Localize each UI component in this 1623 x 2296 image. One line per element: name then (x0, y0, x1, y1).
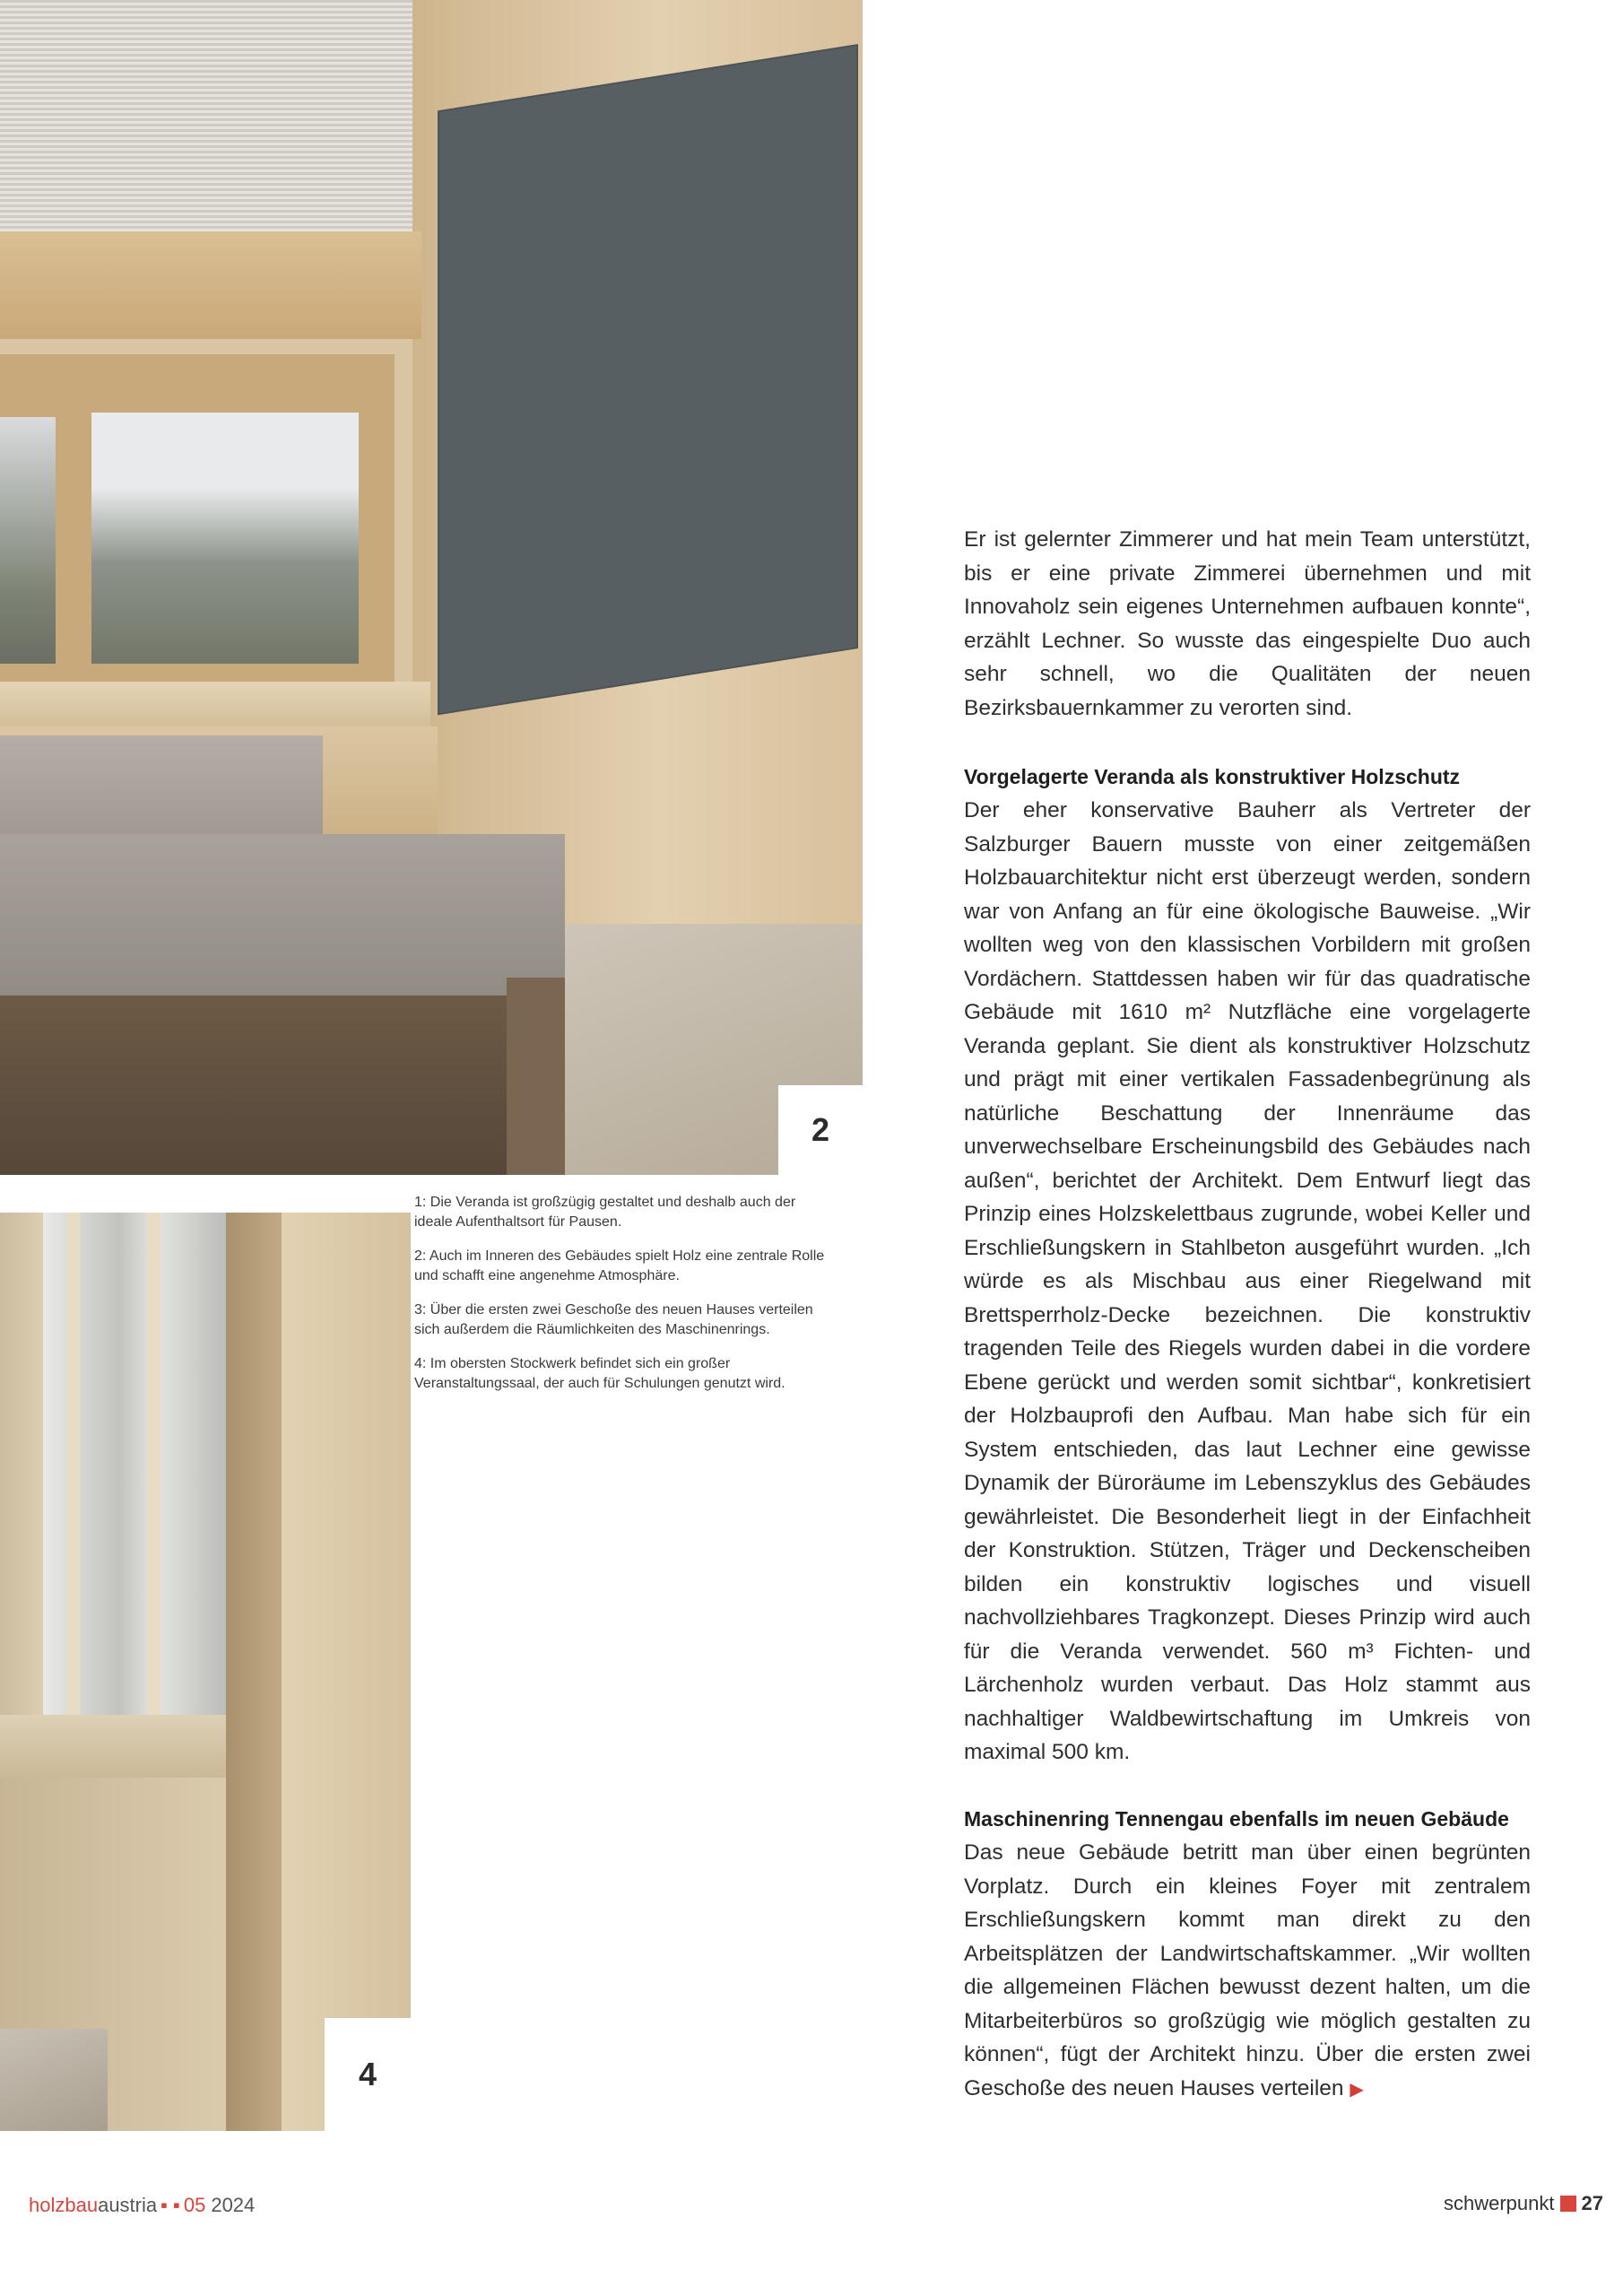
section-veranda (964, 761, 1531, 1770)
section-body-text: Das neue Gebäude betritt man über einen begrünten Vorplatz. Durch ein kleines Foyer mit zentralem Erschließungskern kommt man direkt zu den Arbeitsplätzen der Landwirtschaftskammer. „Wir wollten die allgemeinen Flächen bewusst dezent halten, um die Mitarbeiterbüros so großzügig wie möglich gestalten zu können“, fügt der Architekt hinzu. Über die ersten zwei Geschoße des neuen Hauses verteilen (964, 1840, 1531, 2100)
window-sill (0, 1715, 229, 1782)
photo-number-2: 2 (778, 1085, 863, 1175)
photo-number-4: 4 (325, 2018, 411, 2131)
intro-paragraph: Er ist gelernter Zimmerer und hat mein Team unterstützt, bis er eine private Zimmerei übernehmen und mit Innovaholz sein eigenes Unternehmen aufbauen konnte“, erzählt Lechner. So wusste das eingespielte Duo auch sehr schnell, wo die Qualitäten der neuen Bezirksbauernkammer zu verorten sind. (964, 527, 1531, 720)
table-edge (507, 978, 565, 1175)
caption-4: 4: Im obersten Stockwerk befindet sich ein großer Veranstaltungssaal, der auch für Schulungen genutzt wird. (414, 1356, 785, 1391)
issue-number: 05 (183, 2194, 206, 2216)
caption-3: 3: Über die ersten zwei Geschoße des neuen Hauses verteilen sich außerdem die Räumlichkeiten des Maschinenrings. (414, 1302, 813, 1337)
article-intro (964, 523, 1531, 725)
photo-interior-room (0, 0, 863, 1175)
table-far (0, 735, 323, 834)
section-square-icon (1560, 2196, 1576, 2212)
window-mullion (67, 1213, 80, 1715)
section-body (964, 1836, 1531, 2107)
brand-suffix: austria (98, 2194, 158, 2216)
photo-captions (414, 1193, 827, 1408)
caption-2: 2: Auch im Inneren des Gebäudes spielt Holz eine zentrale Rolle und schafft eine angenehme Atmosphäre. (414, 1248, 825, 1283)
section-heading: Vorgelagerte Veranda als konstruktiver Holzschutz (964, 765, 1461, 788)
ceiling-beam (0, 231, 421, 339)
window-pane (91, 413, 359, 664)
brand-prefix: holzbau (29, 2194, 99, 2216)
footer-section (1444, 2192, 1603, 2215)
issue-year: 2024 (211, 2194, 256, 2216)
section-heading: Maschinenring Tennengau ebenfalls im neuen Gebäude (964, 1807, 1509, 1831)
section-body: Der eher konservative Bauherr als Vertreter der Salzburger Bauern musste von einer zeitgemäßen Holzbauarchitektur nicht erst überzeugt werden, sondern war von Anfang an für eine ökologische Bauweise. „Wir wollten weg von den klassischen Vorbildern mit großen Vordächern. Stattdessen haben wir für das quadratische Gebäude mit 1610 m² Nutzfläche eine vorgelagerte Veranda geplant. Sie dient als konstruktiver Holzschutz und prägt mit einer vertikalen Fassadenbegrünung als natürliche Beschattung der Innenräume das unverwechselbare Erscheinungsbild des Gebäudes nach außen“, berichtet der Architekt. Dem Entwurf liegt das Prinzip eines Holzskelettbaus zugrunde, wobei Keller und Erschließungskern in Stahlbeton ausgeführt wurden. „Ich würde es als Mischbau aus einer Riegelwand mit Brettsperrholz-Decke bezeichnen. Die konstruktiv tragenden Teile des Riegels wurden dabei in die vordere Ebene gerückt und werden somit sichtbar“, konkretisiert der Holzbauprofi den Aufbau. Man habe sich für ein System entschieden, das laut Lechner eine gewisse Dynamik der Büroräume im Lebenszyklus des Gebäudes gewährleistet. Die Besonderheit liegt in der Einfachheit der Konstruktion. Stützen, Träger und Deckenscheiben bilden ein konstruktiv logisches und visuell nachvollziehbares Tragkonzept. Dieses Prinzip wird auch für die Veranda verwendet. 560 m³ Fichten- und Lärchenholz wurden verbaut. Das Holz stammt aus nachhaltiger Waldbewirtschaftung im Umkreis von maximal 500 km. (964, 798, 1531, 1764)
table-top (0, 834, 565, 1013)
section-label: schwerpunkt (1444, 2192, 1555, 2214)
footer-publication (29, 2194, 255, 2217)
continue-arrow-icon: ▶ (1350, 2079, 1364, 2100)
section-maschinenring (964, 1803, 1531, 2107)
page-number: 27 (1581, 2192, 1603, 2214)
caption-1: 1: Die Veranda ist großzügig gestaltet und deshalb auch der ideale Aufenthaltsort für Pausen. (414, 1195, 796, 1230)
wood-panel (282, 1213, 411, 2131)
photo-window-column (0, 1213, 411, 2131)
window-mullion (148, 1213, 161, 1715)
separator-dots: ▪ ▪ (161, 2194, 180, 2216)
wood-post (226, 1213, 282, 2131)
acoustic-panel (439, 46, 856, 713)
table-body (0, 996, 565, 1175)
window-pane (0, 417, 56, 664)
floor (0, 2029, 108, 2131)
